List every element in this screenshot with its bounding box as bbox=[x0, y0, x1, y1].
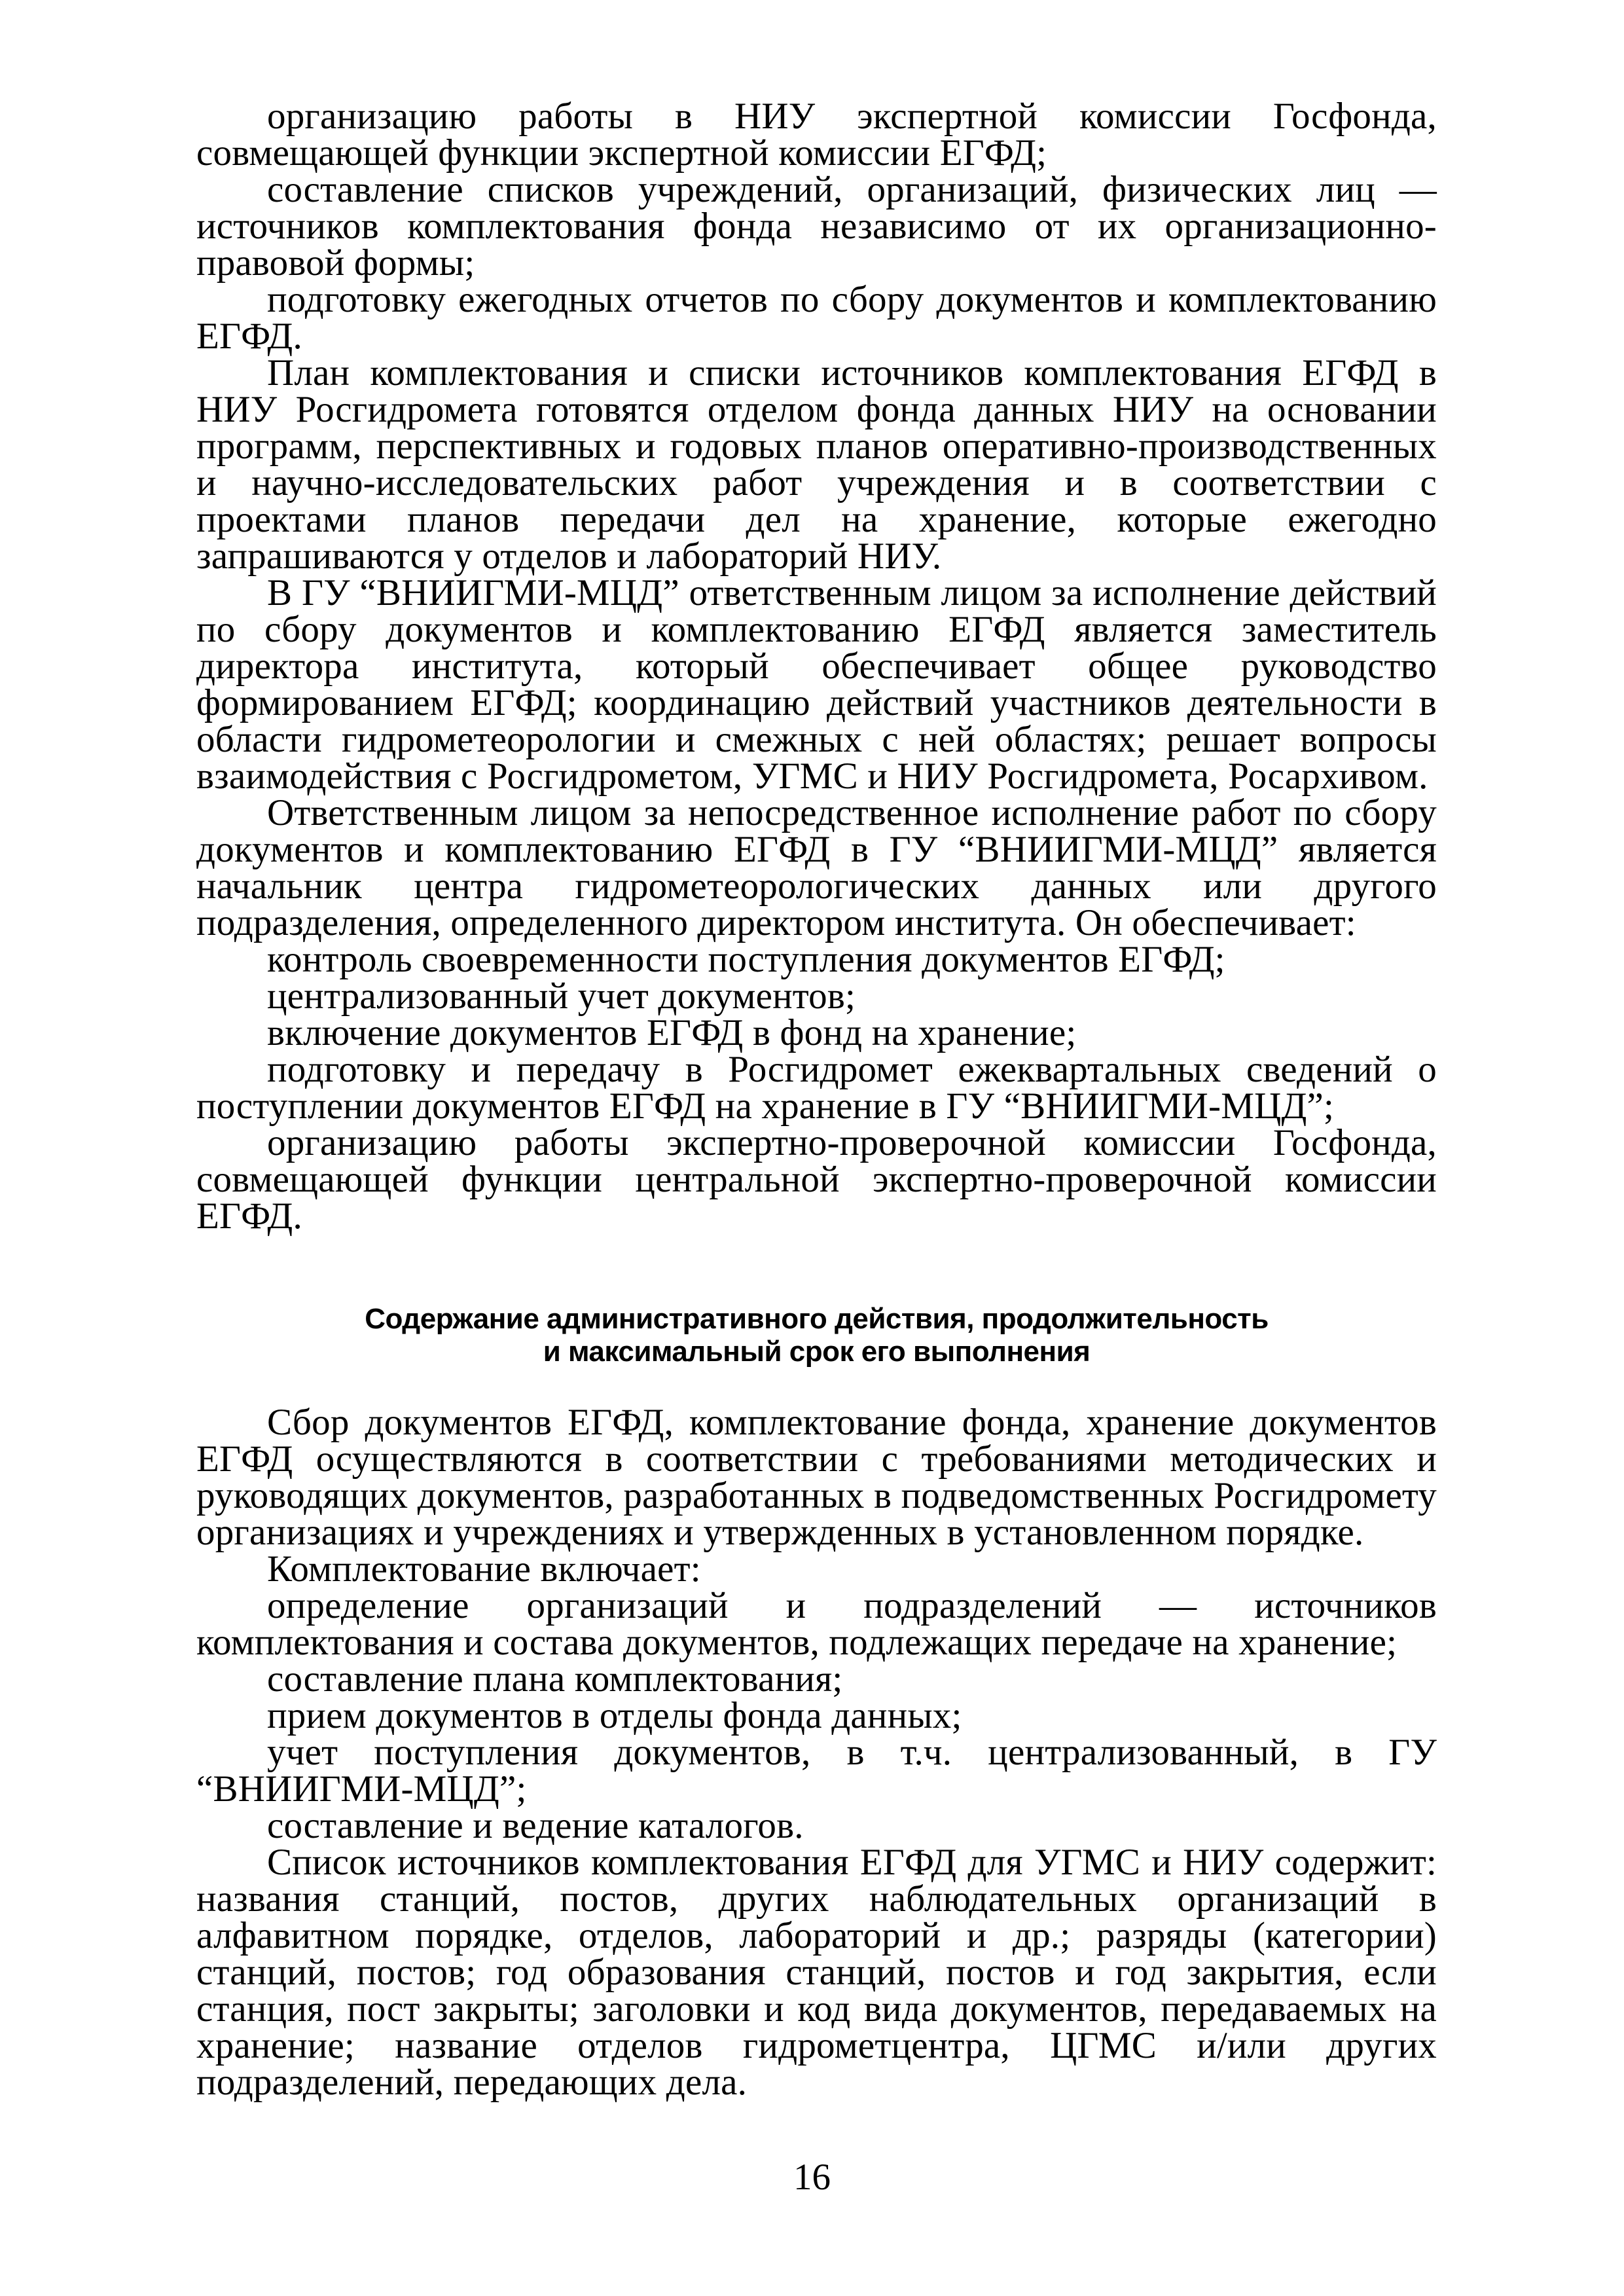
paragraph: составление и ведение каталогов. bbox=[267, 1805, 804, 1846]
paragraph: Комплектование включает: bbox=[267, 1548, 701, 1590]
paragraph: централизованный учет документов; bbox=[267, 975, 856, 1017]
page-number: 16 bbox=[793, 2157, 831, 2198]
section-heading-line: Содержание административного действия, продолжительность bbox=[365, 1303, 1269, 1335]
paragraph: организацию работы экспертно-проверочной комиссии Госфонда, совмещающей функции центральной экспертно-проверочной комиссии ЕГФД. bbox=[196, 1122, 1437, 1237]
paragraph: В ГУ “ВНИИГМИ-МЦД” ответственным лицом за исполнение действий по сбору документов и комплектованию ЕГФД является заместитель директора института, который обеспечивает общее руководство формированием ЕГФД; координацию действий участников деятельности в области гидрометеорологии и смежных с ней областях; решает вопросы взаимодействия с Росгидрометом, УГМС и НИУ Росгидромета, Росархивом. bbox=[196, 572, 1437, 797]
paragraph: План комплектования и списки источников комплектования ЕГФД в НИУ Росгидромета готовятся отделом фонда данных НИУ на основании программ, перспективных и годовых планов оперативно-производственных и научно-исследовательских работ учреждения и в соответствии с проектами планов передачи дел на хранение, которые ежегодно запрашиваются у отделов и лабораторий НИУ. bbox=[196, 352, 1437, 577]
paragraph: составление плана комплектования; bbox=[267, 1658, 843, 1700]
paragraph: Сбор документов ЕГФД, комплектование фонда, хранение документов ЕГФД осуществляются в соответствии с требованиями методических и руководящих документов, разработанных в подведомственных Росгидромету организациях и учреждениях и утвержденных в установленном порядке. bbox=[196, 1402, 1437, 1553]
paragraph: составление списков учреждений, организаций, физических лиц — источников комплектования фонда независимо от их организационно-правовой формы; bbox=[196, 169, 1437, 283]
paragraph: Список источников комплектования ЕГФД для УГМС и НИУ содержит: названия станций, постов, других наблюдательных организаций в алфавитном порядке, отделов, лабораторий и др.; разряды (категории) станций, постов; год образования станций, постов и год закрытия, если станция, пост закрыты; заголовки и код вида документов, передаваемых на хранение; название отделов гидрометцентра, ЦГМС и/или других подразделений, передающих дела. bbox=[196, 1842, 1437, 2103]
paragraph: прием документов в отделы фонда данных; bbox=[267, 1695, 962, 1736]
paragraph: контроль своевременности поступления документов ЕГФД; bbox=[267, 939, 1225, 980]
document-page bbox=[196, 98, 1437, 2101]
paragraph: организацию работы в НИУ экспертной комиссии Госфонда, совмещающей функции экспертной комиссии ЕГФД; bbox=[196, 96, 1437, 173]
paragraph: подготовку ежегодных отчетов по сбору документов и комплектованию ЕГФД. bbox=[196, 279, 1437, 357]
section-heading bbox=[196, 1303, 1437, 1368]
paragraph: учет поступления документов, в т.ч. централизованный, в ГУ “ВНИИГМИ-МЦД”; bbox=[196, 1732, 1437, 1810]
section-heading-line: и максимальный срок его выполнения bbox=[543, 1336, 1091, 1368]
paragraph: включение документов ЕГФД в фонд на хранение; bbox=[267, 1012, 1077, 1053]
paragraph: определение организаций и подразделений — источников комплектования и состава документов, подлежащих передаче на хранение; bbox=[196, 1585, 1437, 1663]
paragraph: подготовку и передачу в Росгидромет ежеквартальных сведений о поступлении документов ЕГФД на хранение в ГУ “ВНИИГМИ-МЦД”; bbox=[196, 1049, 1437, 1127]
paragraph: Ответственным лицом за непосредственное исполнение работ по сбору документов и комплектованию ЕГФД в ГУ “ВНИИГМИ-МЦД” является начальник центра гидрометеорологических данных или другого подразделения, определенного директором института. Он обеспечивает: bbox=[196, 792, 1437, 943]
